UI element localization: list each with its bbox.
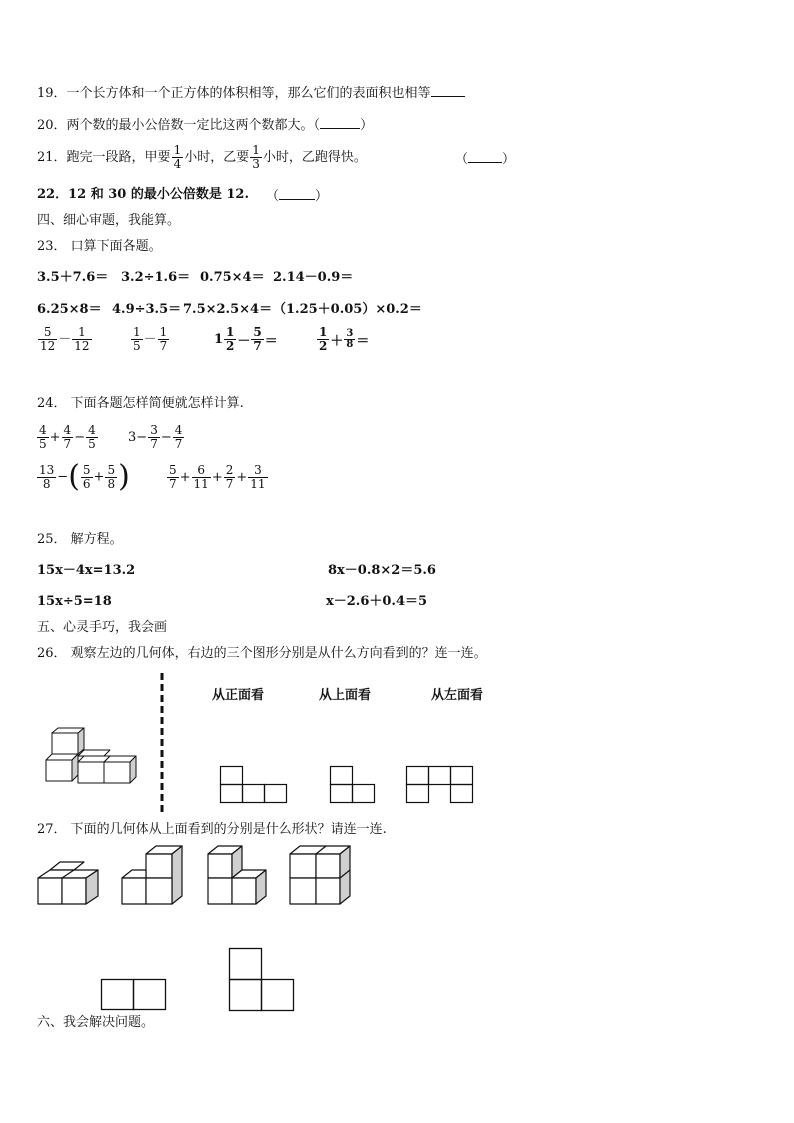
fraction: $\frac{4}{5}$ [39, 423, 47, 451]
q24-title: 24． 下面各题怎样简便就怎样计算. [37, 396, 244, 411]
question-20 [37, 116, 373, 134]
fraction: $\frac{4}{5}$ [88, 423, 96, 451]
q23-title: 23． 口算下面各题。 [37, 239, 162, 254]
q26-view-front-label: 从正面看 [212, 688, 265, 703]
q20-number: 20． [37, 118, 67, 133]
q22-text: 12 和 30 的最小公倍数是 12. [68, 187, 249, 202]
q24-expression-1: $\frac{4}{5}$ + $\frac{4}{7}$ − $\frac{4}{5}$ [39, 423, 96, 451]
fraction: $\frac{3}{11}$ [250, 463, 266, 491]
q24-expression-4: $\frac{5}{7}$ + $\frac{6}{11}$ + $\frac{2}{7}$ + $\frac{3}{11}$ [169, 463, 266, 491]
q23-row2-item4: （1.25＋0.05）×0.2＝ [273, 302, 422, 317]
q23-row3-item1: $\frac{5}{12}$ － $\frac{1}{12}$ [40, 325, 90, 353]
q19-answer-blank[interactable] [431, 84, 465, 97]
q26-view-left-label: 从左面看 [431, 688, 484, 703]
q23-row1-item4: 2.14－0.9＝ [273, 270, 354, 285]
q21-fraction-2: $\frac{1}{3}$ [252, 143, 260, 171]
fraction: $\frac{5}{8}$ [107, 462, 116, 491]
q27-solid-1 [36, 860, 100, 906]
q21-answer: （ ） [455, 152, 516, 167]
fraction: $\frac{5}{12}$ [40, 325, 56, 353]
q21-pre: 跑完一段路，甲要 [66, 150, 171, 165]
fraction: $\frac{1}{7}$ [159, 325, 168, 353]
q21-mid: 小时，乙要 [184, 150, 250, 165]
q27-solid-4 [288, 844, 352, 906]
q22-answer-blank[interactable] [279, 187, 315, 200]
q25-equation-2: 8x－0.8×2＝5.6 [328, 563, 436, 578]
q19-number: 19． [37, 86, 67, 101]
q27-solid-2 [120, 844, 186, 906]
fraction: $\frac{5}{6}$ [82, 462, 91, 491]
q22-number: 22． [37, 187, 69, 202]
q27-title: 27． 下面的几何体从上面看到的分别是什么形状？请连一连. [37, 822, 387, 837]
q26-view-left-shape [406, 766, 474, 804]
q23-row2-item3: 7.5×2.5×4＝ [183, 302, 273, 317]
question-21 [37, 140, 367, 176]
fraction: $\frac{1}{2}$ [226, 325, 235, 353]
fraction: $\frac{5}{7}$ [253, 325, 262, 353]
q26-title: 26． 观察左边的几何体，右边的三个图形分别是从什么方向看到的？连一连。 [37, 646, 487, 661]
q25-equation-4: x－2.6＋0.4＝5 [326, 594, 428, 609]
q26-solid-figure [40, 728, 142, 788]
q23-row3-item4: $\frac{1}{2}$ ＋ $\frac{3}{8}$ ＝ [319, 325, 370, 353]
q24-expression-2: 3− $\frac{3}{7}$ − $\frac{4}{7}$ [128, 423, 183, 451]
q23-row3-item3: 1 $\frac{1}{2}$ － $\frac{5}{7}$ ＝ [214, 325, 278, 353]
q21-answer-blank[interactable] [468, 150, 502, 163]
q22-answer: （ ） [266, 189, 329, 204]
q25-title: 25． 解方程。 [37, 532, 123, 547]
fraction: $\frac{1}{12}$ [74, 325, 90, 353]
q23-row1-item1: 3.5＋7.6＝ [37, 270, 109, 285]
q26-view-top-shape [330, 766, 376, 804]
question-19 [37, 84, 465, 102]
q23-row1-item2: 3.2÷1.6＝ [121, 270, 191, 285]
fraction: $\frac{2}{7}$ [225, 463, 234, 491]
q25-equation-3: 15x÷5=18 [37, 594, 112, 609]
section-6-heading: 六、我会解决问题。 [37, 1015, 155, 1030]
section-4-heading: 四、细心审题，我能算。 [37, 213, 181, 228]
fraction: $\frac{5}{7}$ [169, 463, 177, 491]
section-5-heading: 五、心灵手巧，我会画 [37, 620, 168, 635]
fraction: $\frac{4}{7}$ [174, 423, 183, 451]
q23-row1-item3: 0.75×4＝ [200, 270, 265, 285]
q23-row2-item1: 6.25×8＝ [37, 302, 102, 317]
question-22 [37, 187, 249, 203]
q21-post: 小时，乙跑得快。 [262, 150, 367, 165]
q26-view-top-label: 从上面看 [319, 688, 372, 703]
q27-view-shape-1 [101, 979, 167, 1011]
fraction: $\frac{4}{7}$ [63, 423, 72, 451]
q27-solid-3 [206, 844, 270, 906]
fraction: $\frac{1}{5}$ [133, 325, 141, 353]
fraction: $\frac{1}{2}$ [319, 325, 328, 353]
fraction: $\frac{6}{11}$ [193, 463, 209, 491]
q20-text: 两个数的最小公倍数一定比这两个数都大。（ [66, 118, 321, 133]
q23-row2-item2: 4.9÷3.5＝ [112, 302, 182, 317]
q27-view-shape-2 [229, 948, 295, 1012]
q23-row3-item2: $\frac{1}{5}$ － $\frac{1}{7}$ [133, 325, 168, 353]
fraction: $\frac{3}{8}$ [346, 328, 354, 350]
q20-paren-close: ） [360, 118, 374, 133]
q26-divider [160, 673, 166, 815]
q25-equation-1: 15x－4x=13.2 [37, 563, 136, 578]
fraction: $\frac{3}{7}$ [150, 423, 158, 451]
q21-fraction-1: $\frac{1}{4}$ [173, 143, 182, 171]
q26-view-front-shape [220, 766, 288, 804]
q24-expression-3: $\frac{13}{8}$ −( $\frac{5}{6}$ + $\frac{5}{8}$ ) [39, 459, 130, 494]
fraction: $\frac{13}{8}$ [39, 462, 55, 491]
q20-answer-blank[interactable] [320, 116, 360, 129]
q19-text: 一个长方体和一个正方体的体积相等，那么它们的表面积也相等 [66, 86, 431, 101]
q21-number: 21． [37, 150, 67, 165]
